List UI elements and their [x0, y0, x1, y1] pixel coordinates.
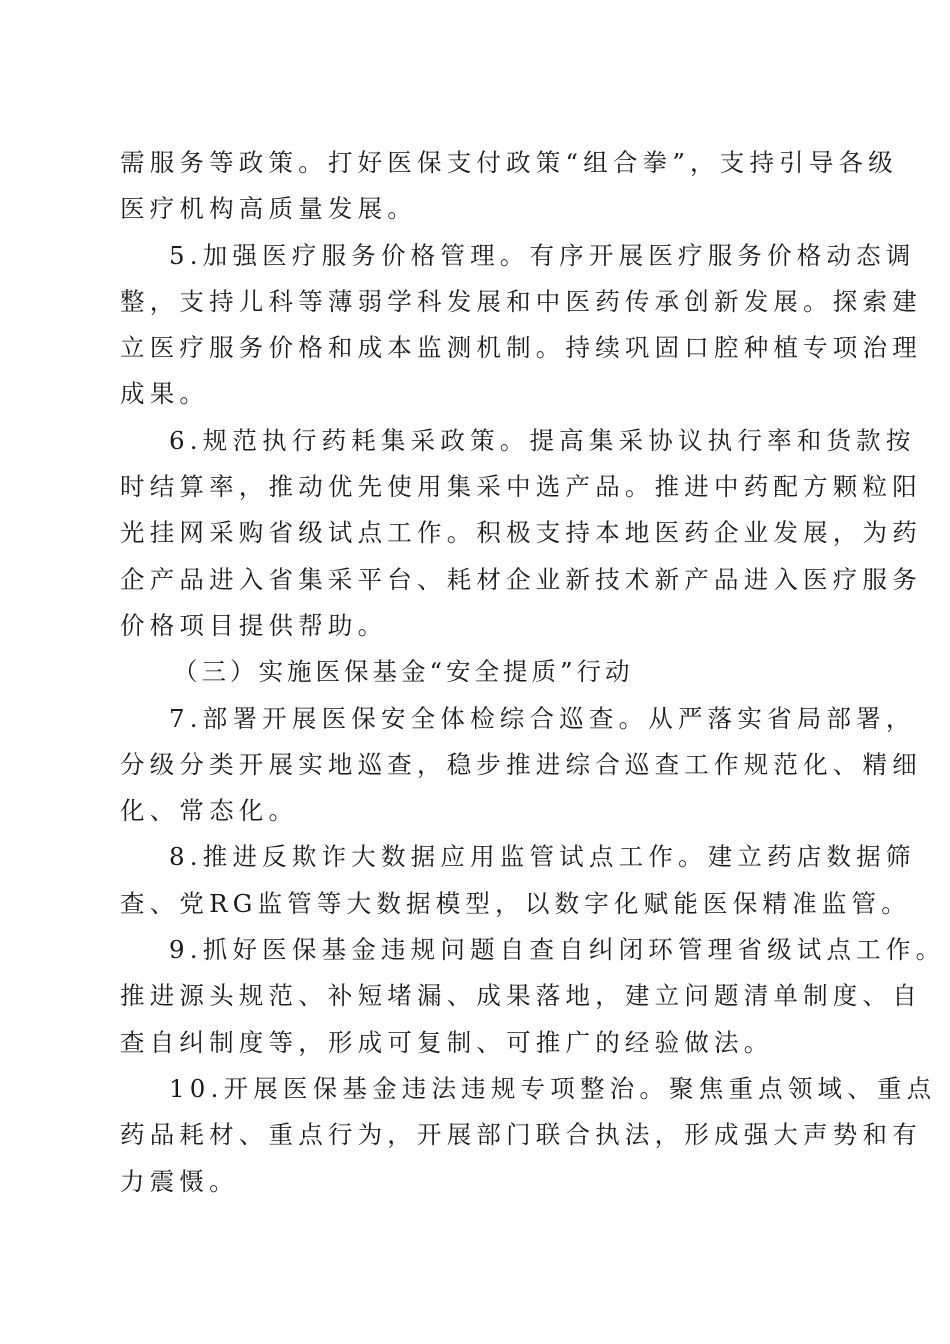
body-line: 查自纠制度等，形成可复制、可推广的经验做法。	[120, 1027, 774, 1057]
body-line: 企产品进入省集采平台、耗材企业新技术新产品进入医疗服务	[120, 564, 922, 594]
document-body	[120, 140, 946, 1205]
body-line: 时结算率，推动优先使用集采中选产品。推进中药配方颗粒阳	[120, 472, 922, 502]
body-line: 价格项目提供帮助。	[120, 610, 388, 640]
item-10-title: 10.开展医保基金违法违规专项整治。聚焦重点领域、重点	[169, 1073, 937, 1103]
body-line: 医疗机构高质量发展。	[120, 194, 417, 224]
body-line: 立医疗服务价格和成本监测机制。持续巩固口腔种植专项治理	[120, 333, 922, 363]
body-line: 查、党RG监管等大数据模型，以数字化赋能医保精准监管。	[120, 888, 911, 918]
item-6-title: 6.规范执行药耗集采政策。提高集采协议执行率和货款按	[169, 425, 916, 455]
item-7-title: 7.部署开展医保安全体检综合巡查。从严落实省局部署，	[169, 703, 916, 733]
section-3-heading: （三）实施医保基金“安全提质”行动	[173, 657, 634, 687]
body-line: 光挂网采购省级试点工作。积极支持本地医药企业发展，为药	[120, 518, 922, 548]
body-line: 推进源头规范、补短堵漏、成果落地，建立问题清单制度、自	[120, 981, 922, 1011]
body-line: 成果。	[120, 379, 210, 409]
body-line: 力震慑。	[120, 1166, 239, 1196]
item-8-title: 8.推进反欺诈大数据应用监管试点工作。建立药店数据筛	[169, 842, 916, 872]
body-line: 整，支持儿科等薄弱学科发展和中医药传承创新发展。探索建	[120, 286, 922, 316]
body-line: 分级分类开展实地巡查，稳步推进综合巡查工作规范化、精细	[120, 749, 922, 779]
body-line: 化、常态化。	[120, 796, 299, 826]
body-line: 需服务等政策。打好医保支付政策“组合拳”，支持引导各级	[120, 148, 898, 177]
body-line: 药品耗材、重点行为，开展部门联合执法，形成强大声势和有	[120, 1120, 922, 1150]
item-9-title: 9.抓好医保基金违规问题自查自纠闭环管理省级试点工作。	[169, 935, 946, 965]
item-5-title: 5.加强医疗服务价格管理。有序开展医疗服务价格动态调	[169, 240, 916, 270]
